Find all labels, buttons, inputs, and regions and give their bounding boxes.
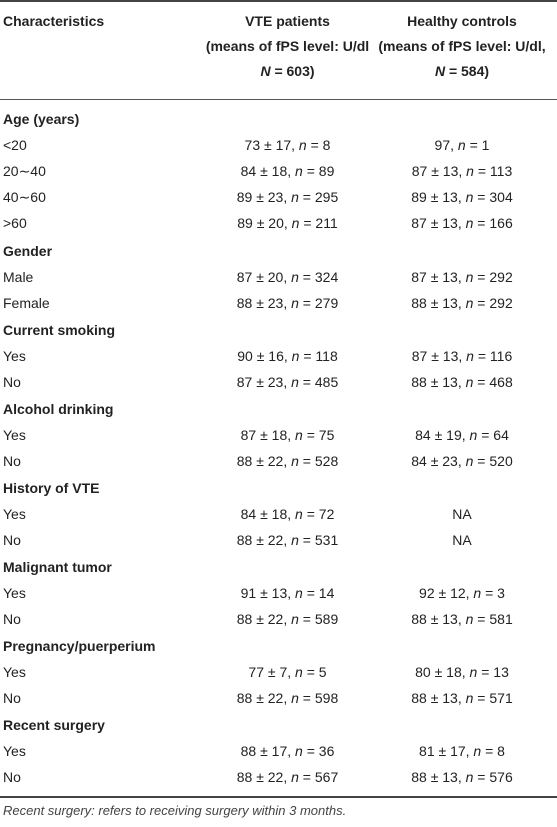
table-row: No 88 ± 22, n = 598 88 ± 13, n = 571 [3, 690, 513, 706]
table-footnote: Recent surgery: refers to receiving surgery within 3 months. [3, 803, 347, 818]
header-healthy-controls: Healthy controls (means of fPS level: U/dl, N = 584) [378, 13, 546, 79]
table-top-rule [0, 0, 557, 2]
table-row: Age (years) [3, 111, 80, 127]
table-row: Yes 87 ± 18, n = 75 84 ± 19, n = 64 [3, 427, 509, 443]
table-row: Recent surgery [3, 717, 105, 733]
table-row: Gender [3, 243, 53, 259]
table-row: No 87 ± 23, n = 485 88 ± 13, n = 468 [3, 374, 513, 390]
table-row: Current smoking [3, 322, 116, 338]
table-row: Yes 84 ± 18, n = 72 NA [3, 506, 472, 522]
table-row: <20 73 ± 17, n = 8 97, n = 1 [3, 137, 490, 153]
table-row: Yes 77 ± 7, n = 5 80 ± 18, n = 13 [3, 664, 509, 680]
table-row: No 88 ± 22, n = 589 88 ± 13, n = 581 [3, 611, 513, 627]
header-divider [0, 99, 557, 100]
table-row: No 88 ± 22, n = 528 84 ± 23, n = 520 [3, 453, 513, 469]
table-row: No 88 ± 22, n = 567 88 ± 13, n = 576 [3, 769, 513, 785]
table-row: 40∼60 89 ± 23, n = 295 89 ± 13, n = 304 [3, 189, 513, 205]
table-row: 20∼40 84 ± 18, n = 89 87 ± 13, n = 113 [3, 163, 513, 179]
table-row: History of VTE [3, 480, 100, 496]
table-row: Yes 91 ± 13, n = 14 92 ± 12, n = 3 [3, 585, 505, 601]
table-bottom-rule [0, 796, 557, 798]
table-row: Yes 88 ± 17, n = 36 81 ± 17, n = 8 [3, 743, 505, 759]
table-row: Alcohol drinking [3, 401, 114, 417]
table-row: Yes 90 ± 16, n = 118 87 ± 13, n = 116 [3, 348, 513, 364]
table-row: Male 87 ± 20, n = 324 87 ± 13, n = 292 [3, 269, 513, 285]
table-row: Female 88 ± 23, n = 279 88 ± 13, n = 292 [3, 295, 513, 311]
table-row: >60 89 ± 20, n = 211 87 ± 13, n = 166 [3, 215, 513, 231]
header-vte-patients: VTE patients (means of fPS level: U/dl N = 603) [205, 13, 370, 79]
table-row: No 88 ± 22, n = 531 NA [3, 532, 472, 548]
table-row: Malignant tumor [3, 559, 112, 575]
table-row: Pregnancy/puerperium [3, 638, 156, 654]
header-characteristics: Characteristics [3, 13, 105, 29]
